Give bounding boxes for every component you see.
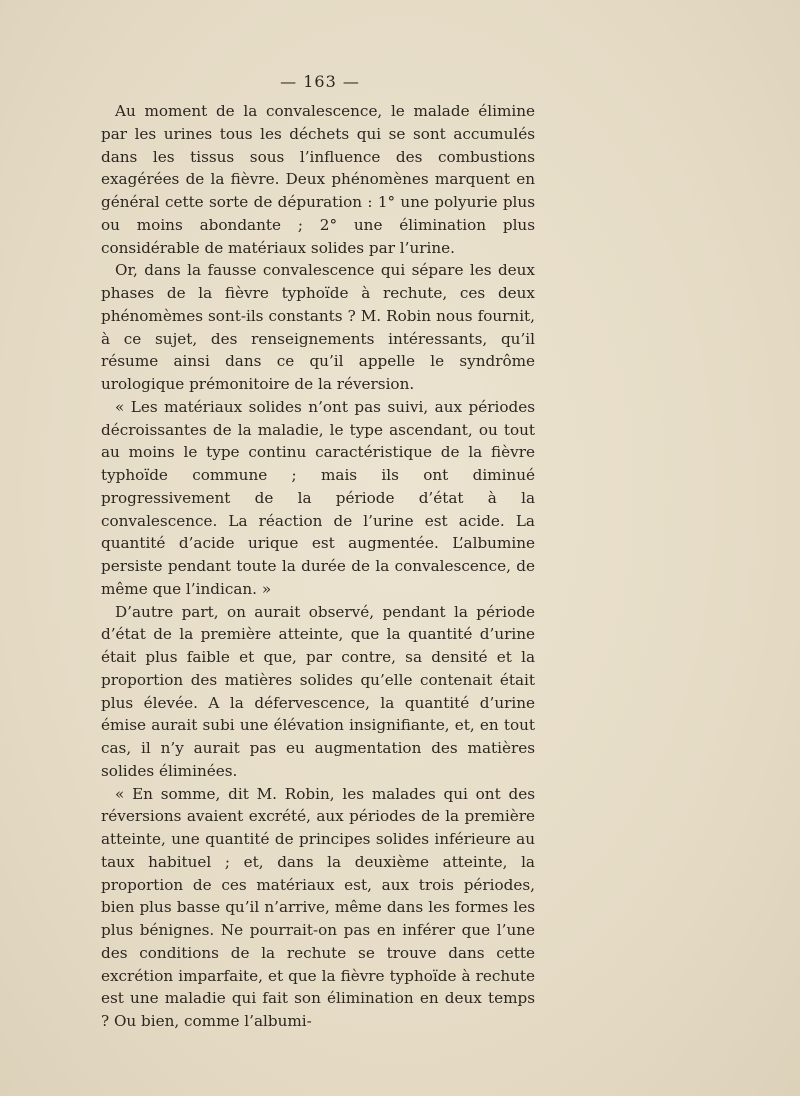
body-text	[101, 100, 535, 1033]
paragraph-2: Or, dans la fausse convalescence qui sépare les deux phases de la fièvre typhoïde à rechute, ces deux phénomèmes sont-ils constants ? M. Robin nous fournit, à ce sujet, des renseignements intéressants, qu’il résume ainsi dans ce qu’il appelle le syndrôme urologique prémonitoire de la réversion.	[101, 261, 535, 393]
paragraph-5: « En somme, dit M. Robin, les malades qui ont des réversions avaient excrété, aux périodes de la première atteinte, une quantité de principes solides inférieure au taux habituel ; et, dans la deuxième atteinte, la proportion de ces matériaux est, aux trois périodes, bien plus basse qu’il n’arrive, même dans les formes les plus bénignes. Ne pourrait-on pas en inférer que l’une des conditions de la rechute se trouve dans cette excrétion imparfaite, et que la fièvre typhoïde à rechute est une maladie qui fait son élimination en deux temps ? Ou bien, comme l’albumi-	[101, 784, 535, 1030]
paragraph-3: « Les matériaux solides n’ont pas suivi, aux périodes décroissantes de la maladie, le type ascendant, ou tout au moins le type continu caractéristique de la fièvre typhoïde commune ; mais ils ont diminué progressivement de la période d’état à la convalescence. La réaction de l’urine est acide. La quantité d’acide urique est augmentée. L’albumine persiste pendant toute la durée de la convalescence, de même que l’indican. »	[101, 397, 535, 598]
paragraph-4: D’autre part, on aurait observé, pendant la période d’état de la première atteinte, que la quantité d’urine était plus faible et que, par contre, sa densité et la proportion des matières solides qu’elle contenait était plus élevée. A la défervescence, la quantité d’urine émise aurait subi une élévation insignifiante, et, en tout cas, il n’y aurait pas eu augmentation des matières solides éliminées.	[101, 602, 535, 780]
paragraph-1: Au moment de la convalescence, le malade élimine par les urines tous les déchets qui se sont accumulés dans les tissus sous l’influence des combustions exagérées de la fièvre. Deux phénomènes marquent en général cette sorte de dépuration : 1° une polyurie plus ou moins abondante ; 2° une élimination plus considérable de matériaux solides par l’urine.	[101, 102, 535, 257]
page-number: — 163 —	[280, 72, 360, 91]
